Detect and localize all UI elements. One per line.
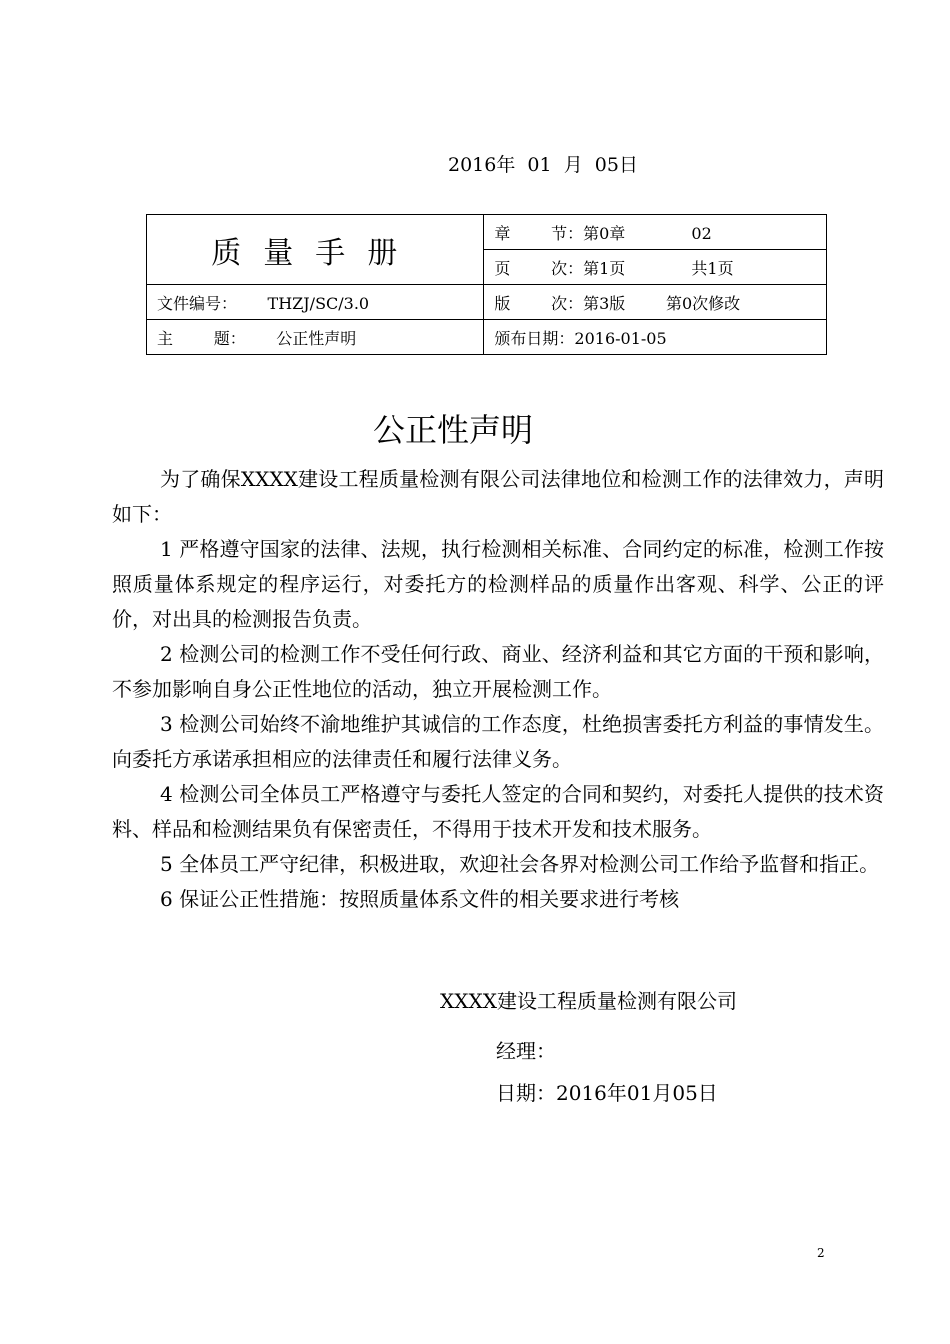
clause-2: 2 检测公司的检测工作不受任何行政、商业、经济利益和其它方面的干预和影响，不参加影响自身公正性地位的活动，独立开展检测工作。 xyxy=(112,642,884,701)
statement-body xyxy=(112,462,884,917)
clause-4: 4 检测公司全体员工严格遵守与委托人签定的合同和契约，对委托人提供的技术资料、样品和检测结果负有保密责任，不得用于技术开发和技术服务。 xyxy=(112,782,884,841)
document-title: 公正性声明 xyxy=(372,411,533,449)
header-date: 2016年 01 月 05日 xyxy=(448,154,638,176)
signature-manager: 经理： xyxy=(496,1039,556,1063)
file-number-cell: 文件编号： THZJ/SC/3.0 xyxy=(147,285,484,320)
document-control-table xyxy=(146,214,827,355)
table-row xyxy=(147,285,827,320)
table-row xyxy=(147,320,827,355)
signature-date: 日期：2016年01月05日 xyxy=(496,1081,718,1105)
chapter-cell: 章 节：第0章 02 xyxy=(484,215,827,250)
signature-company: XXXX建设工程质量检测有限公司 xyxy=(440,989,737,1013)
clause-5: 5 全体员工严守纪律，积极进取，欢迎社会各界对检测公司工作给予监督和指正。 xyxy=(160,852,880,876)
subject-cell: 主 题： 公正性声明 xyxy=(147,320,484,355)
version-cell: 版 次：第3版 第0次修改 xyxy=(484,285,827,320)
manual-title: 质量手册 xyxy=(147,215,484,285)
issue-date-cell: 颁布日期：2016-01-05 xyxy=(484,320,827,355)
intro-paragraph: 为了确保XXXX建设工程质量检测有限公司法律地位和检测工作的法律效力，声明如下： xyxy=(112,467,884,526)
page-cell: 页 次：第1页 共1页 xyxy=(484,250,827,285)
table-row xyxy=(147,215,827,250)
clause-3: 3 检测公司始终不渝地维护其诚信的工作态度，杜绝损害委托方利益的事情发生。向委托方承诺承担相应的法律责任和履行法律义务。 xyxy=(112,712,884,771)
page-number: 2 xyxy=(817,1246,825,1260)
clause-6: 6 保证公正性措施：按照质量体系文件的相关要求进行考核 xyxy=(160,887,680,911)
clause-1: 1 严格遵守国家的法律、法规，执行检测相关标准、合同约定的标准，检测工作按照质量体系规定的程序运行，对委托方的检测样品的质量作出客观、科学、公正的评价，对出具的检测报告负责。 xyxy=(112,537,884,631)
